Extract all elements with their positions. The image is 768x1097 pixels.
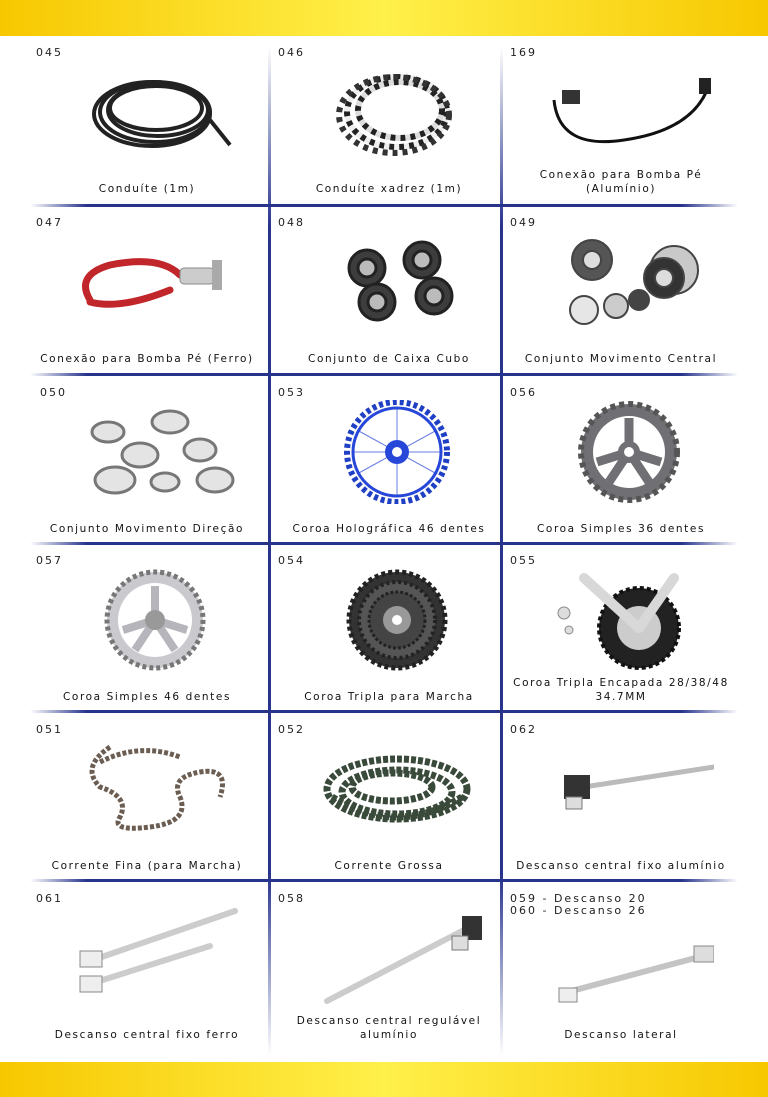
product-code: 060 - Descanso 26 — [510, 904, 647, 917]
bottom-yellow-bar — [0, 1062, 768, 1097]
product-label: Conjunto Movimento Direção — [49, 523, 245, 535]
product-label: Conjunto de Caixa Cubo — [308, 353, 470, 365]
product-label: Descanso central regulável alumínio — [296, 1015, 482, 1041]
hub-cups-icon — [312, 230, 482, 334]
chain-thin-icon — [70, 737, 240, 841]
product-label: Corrente Grossa — [334, 860, 444, 872]
cable-coil-checkered-icon — [312, 60, 482, 164]
product-code: 054 — [278, 554, 305, 567]
chain-thick-icon — [312, 737, 482, 841]
triple-chainring-icon — [312, 568, 482, 672]
product-code: 062 — [510, 723, 537, 736]
product-card[interactable] — [272, 36, 506, 204]
product-code: 169 — [510, 46, 537, 59]
product-label: Descanso central fixo alumínio — [516, 860, 726, 872]
product-code: 051 — [36, 723, 63, 736]
product-code: 061 — [36, 892, 63, 905]
product-card[interactable] — [504, 376, 738, 544]
product-code: 045 — [36, 46, 63, 59]
product-card[interactable] — [30, 206, 264, 374]
product-label: Conjunto Movimento Central — [524, 353, 718, 365]
product-card[interactable] — [272, 882, 506, 1050]
product-card[interactable] — [30, 544, 264, 712]
product-label: Coroa Tripla para Marcha — [304, 691, 474, 703]
product-card[interactable] — [272, 376, 506, 544]
product-label: Corrente Fina (para Marcha) — [51, 860, 243, 872]
product-card[interactable] — [504, 544, 738, 712]
product-code: 059 - Descanso 20 — [510, 892, 647, 905]
product-label: Coroa Tripla Encapada 28/38/48 34.7MM — [513, 677, 729, 703]
product-code: 055 — [510, 554, 537, 567]
product-label: Descanso central fixo ferro — [54, 1029, 240, 1041]
product-label: Coroa Simples 46 dentes — [62, 691, 232, 703]
product-card[interactable] — [504, 36, 738, 204]
product-code: 056 — [510, 386, 537, 399]
product-label: Conduíte xadrez (1m) — [315, 183, 463, 195]
product-card[interactable] — [30, 882, 264, 1050]
product-card[interactable] — [504, 713, 738, 881]
pump-hose-red-icon — [70, 230, 240, 334]
kickstand-side-icon — [544, 918, 714, 1022]
product-label: Conexão para Bomba Pé (Ferro) — [40, 353, 254, 365]
pump-hose-black-icon — [544, 60, 714, 164]
product-code: 046 — [278, 46, 305, 59]
product-code: 053 — [278, 386, 305, 399]
product-card[interactable] — [272, 206, 506, 374]
product-label: Coroa Holográfica 46 dentes — [292, 523, 486, 535]
product-card[interactable] — [30, 376, 264, 544]
product-label: Conduíte (1m) — [98, 183, 196, 195]
product-card[interactable] — [504, 206, 738, 374]
product-card[interactable] — [30, 713, 264, 881]
product-code: 052 — [278, 723, 305, 736]
product-code: 058 — [278, 892, 305, 905]
product-code: 047 — [36, 216, 63, 229]
headset-set-icon — [70, 400, 240, 504]
product-label: Coroa Simples 36 dentes — [536, 523, 706, 535]
product-card[interactable] — [272, 544, 506, 712]
product-grid — [0, 36, 768, 1062]
product-label: Descanso lateral — [564, 1029, 678, 1041]
product-code: 049 — [510, 216, 537, 229]
chainring-grey-icon — [544, 400, 714, 504]
column-divider — [268, 46, 271, 1056]
product-code: 050 — [40, 386, 67, 399]
product-code: 048 — [278, 216, 305, 229]
bottom-bracket-set-icon — [544, 230, 714, 334]
product-label: Conexão para Bomba Pé (Alumínio) — [539, 169, 703, 195]
kickstand-iron-icon — [70, 906, 240, 1010]
chainring-silver-icon — [70, 568, 240, 672]
cable-coil-black-icon — [70, 60, 240, 164]
top-yellow-bar — [0, 0, 768, 36]
product-code: 057 — [36, 554, 63, 567]
crankset-icon — [544, 568, 714, 672]
product-card[interactable] — [30, 36, 264, 204]
product-card[interactable] — [504, 882, 738, 1050]
kickstand-aluminium-icon — [544, 737, 714, 841]
kickstand-adjustable-icon — [312, 906, 482, 1010]
chainring-blue-icon — [312, 400, 482, 504]
product-card[interactable] — [272, 713, 506, 881]
